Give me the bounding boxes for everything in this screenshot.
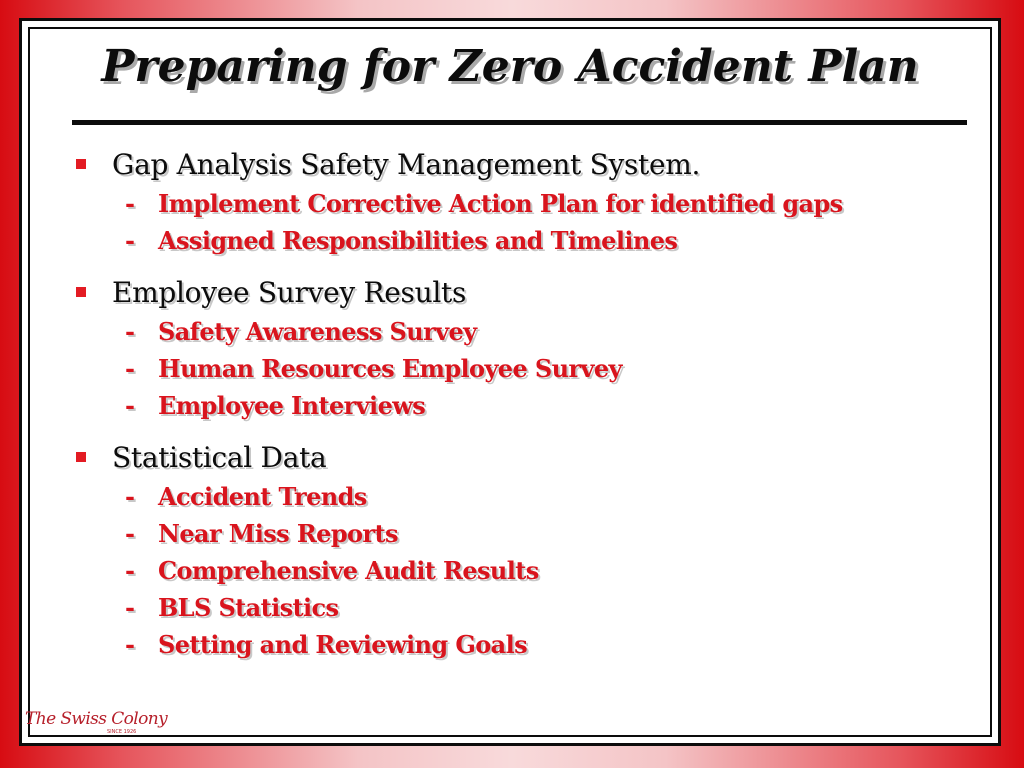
bullet-statistical-data [76, 438, 966, 663]
dash-icon: - [125, 317, 135, 346]
square-bullet-icon [76, 159, 86, 169]
sub-item-text: Employee Interviews [158, 391, 426, 420]
slide-title: Preparing for Zero Accident Plan [101, 41, 919, 92]
sub-list [112, 478, 966, 663]
sub-item-text: Human Resources Employee Survey [158, 354, 622, 383]
dash-icon: - [125, 556, 135, 585]
slide-frame [19, 18, 1001, 746]
dash-icon: - [125, 593, 135, 622]
sub-item-text: Comprehensive Audit Results [158, 556, 539, 585]
square-bullet-icon [76, 452, 86, 462]
dash-icon: - [125, 189, 135, 218]
bullet-label: Statistical Data [112, 441, 327, 474]
company-logo [25, 709, 168, 741]
sub-item-text: Assigned Responsibilities and Timelines [158, 226, 678, 255]
sub-item-text: Safety Awareness Survey [158, 317, 477, 346]
sub-item-text: BLS Statistics [158, 593, 339, 622]
sub-item [112, 387, 966, 424]
sub-item [112, 589, 966, 626]
sub-item [112, 222, 966, 259]
sub-item [112, 185, 966, 222]
sub-item [112, 626, 966, 663]
logo-tagline: SINCE 1926 [107, 729, 137, 735]
sub-item-text: Setting and Reviewing Goals [158, 630, 528, 659]
sub-item [112, 478, 966, 515]
dash-icon: - [125, 482, 135, 511]
square-bullet-icon [76, 287, 86, 297]
sub-item [112, 552, 966, 589]
sub-item [112, 350, 966, 387]
dash-icon: - [125, 391, 135, 420]
sub-item [112, 515, 966, 552]
sub-item-text: Accident Trends [158, 482, 367, 511]
bullet-label: Employee Survey Results [112, 276, 467, 309]
dash-icon: - [125, 630, 135, 659]
bullet-list [76, 145, 966, 677]
sub-list [112, 313, 966, 424]
logo-wordmark: The Swiss Colony [25, 709, 168, 729]
dash-icon: - [125, 226, 135, 255]
sub-item-text: Implement Corrective Action Plan for identified gaps [158, 189, 843, 218]
bullet-employee-survey [76, 273, 966, 424]
sub-item [112, 313, 966, 350]
sub-list [112, 185, 966, 259]
sub-item-text: Near Miss Reports [158, 519, 398, 548]
dash-icon: - [125, 354, 135, 383]
bullet-label: Gap Analysis Safety Management System. [112, 148, 701, 181]
dash-icon: - [125, 519, 135, 548]
title-divider [72, 120, 967, 125]
bullet-gap-analysis [76, 145, 966, 259]
